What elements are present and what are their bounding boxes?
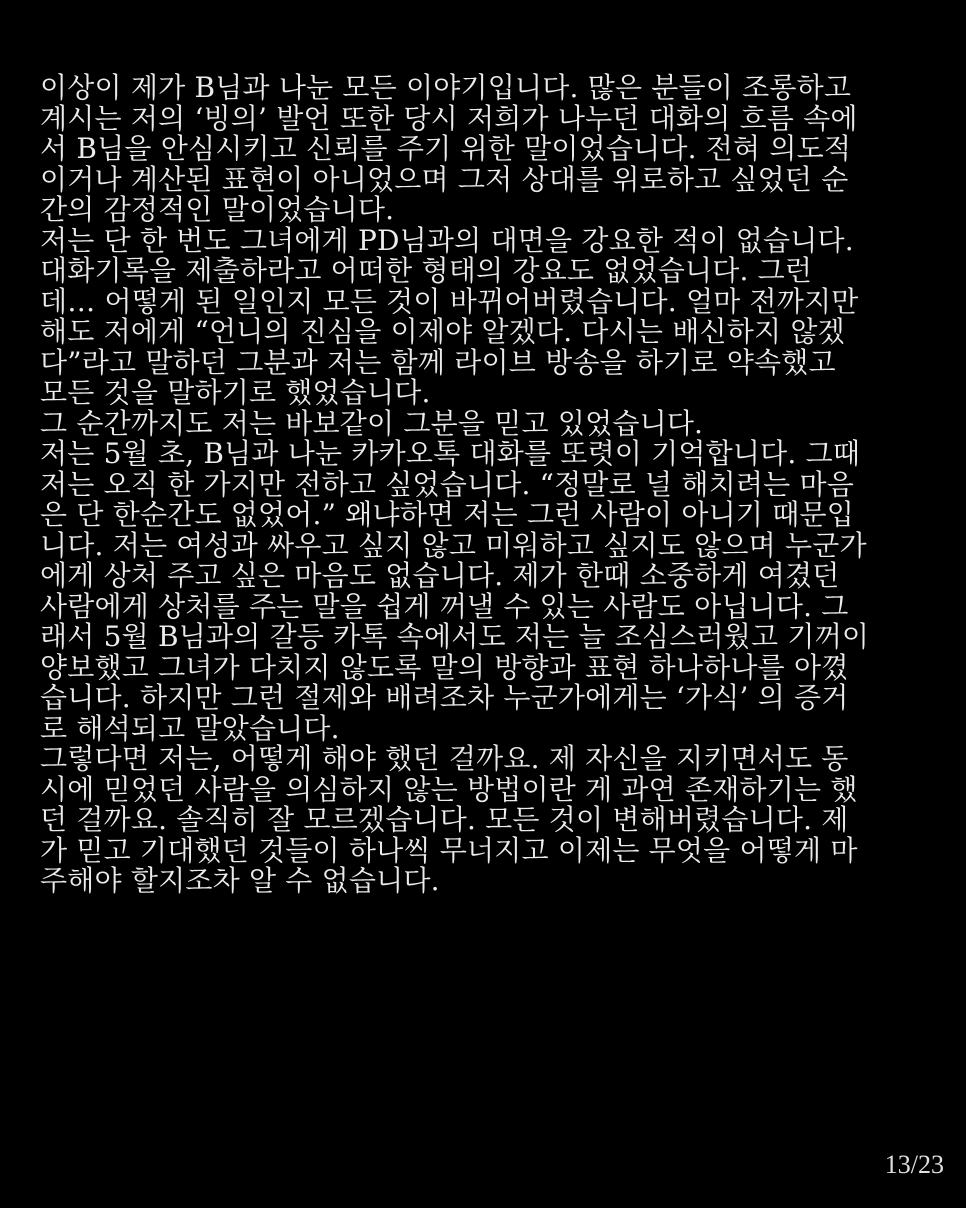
statement-text: [40, 73, 940, 897]
text-line: 대화기록을 제출하라고 어떠한 형태의 강요도 없었습니다. 그런: [40, 254, 813, 287]
text-line: 에게 상처 주고 싶은 마음도 없습니다. 제가 한때 소중하게 여겼던: [40, 559, 840, 592]
text-line: 래서 5월 B님과의 갈등 카톡 속에서도 저는 늘 조심스러웠고 기꺼이: [40, 620, 870, 653]
text-line: 로 해석되고 말았습니다.: [40, 711, 340, 745]
text-line: 그 순간까지도 저는 바보같이 그분을 믿고 있었습니다.: [40, 406, 704, 440]
text-line: 은 단 한순간도 없었어.” 왜냐하면 저는 그런 사람이 아니기 때문입: [40, 498, 854, 531]
text-line: 시에 믿었던 사람을 의심하지 않는 방법이란 게 과연 존재하기는 했: [40, 772, 858, 806]
text-line: 던 걸까요. 솔직히 잘 모르겠습니다. 모든 것이 변해버렸습니다. 제: [40, 803, 849, 836]
text-line: 데… 어떻게 된 일인지 모든 것이 바뀌어버렸습니다. 얼마 전까지만: [40, 284, 859, 318]
text-line: 이거나 계산된 표현이 아니었으며 그저 상대를 위로하고 싶었던 순: [40, 162, 849, 196]
text-line: 저는 5월 초, B님과 나눈 카카오톡 대화를 또렷이 기억합니다. 그때: [40, 437, 861, 470]
text-line: 이상이 제가 B님과 나눈 모든 이야기입니다. 많은 분들이 조롱하고: [40, 71, 852, 104]
text-line: 모든 것을 말하기로 했었습니다.: [40, 376, 431, 409]
text-line: 다”라고 말하던 그분과 저는 함께 라이브 방송을 하기로 약속했고: [40, 345, 836, 379]
text-line: 가 믿고 기대했던 것들이 하나씩 무너지고 이제는 무엇을 어떻게 마: [40, 833, 858, 867]
text-line: 서 B님을 안심시키고 신뢰를 주기 위한 말이었습니다. 전혀 의도적: [40, 132, 852, 165]
text-line: 간의 감정적인 말이었습니다.: [40, 193, 395, 226]
text-line: 니다. 저는 여성과 싸우고 싶지 않고 미워하고 싶지도 않으며 누군가: [40, 528, 867, 562]
text-line: 저는 단 한 번도 그녀에게 PD님과의 대면을 강요한 적이 없습니다.: [40, 223, 854, 257]
text-line: 주해야 할지조차 알 수 없습니다.: [40, 864, 440, 897]
text-line: 그렇다면 저는, 어떻게 해야 했던 걸까요. 제 자신을 지키면서도 동: [40, 742, 849, 775]
text-line: 해도 저에게 “언니의 진심을 이제야 알겠다. 다시는 배신하지 않겠: [40, 315, 845, 348]
text-line: 사람에게 상처를 주는 말을 쉽게 꺼낼 수 있는 사람도 아닙니다. 그: [40, 589, 849, 623]
text-line: 습니다. 하지만 그런 절제와 배려조차 누군가에게는 ‘가식’ 의 증거: [40, 681, 849, 714]
page-number: 13/23: [884, 1150, 944, 1179]
text-line: 계시는 저의 ‘빙의’ 발언 또한 당시 저희가 나누던 대화의 흐름 속에: [40, 101, 858, 135]
text-line: 저는 오직 한 가지만 전하고 싶었습니다. “정말로 널 해치려는 마음: [40, 467, 854, 501]
text-line: 양보했고 그녀가 다치지 않도록 말의 방향과 표현 하나하나를 아꼈: [40, 650, 849, 684]
